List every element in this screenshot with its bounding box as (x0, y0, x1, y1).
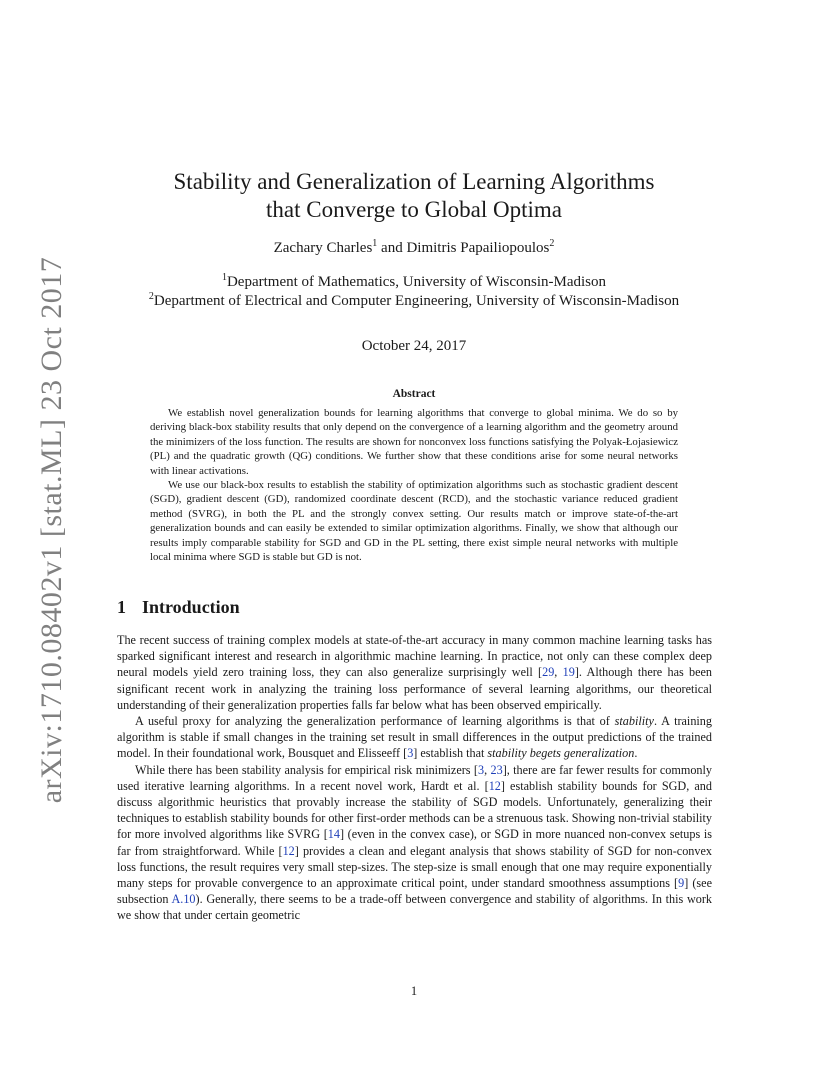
text-run: . (634, 746, 638, 761)
text-run: The recent success of training complex models at state-of-the-art accuracy in many common machine learning tasks has sparked significant interest and research in algorithmic machine learning. In practice, not only can these complex deep neural models yield zero training loss, they can also generalize surprisingly well [ (117, 633, 712, 680)
text-run: ). Generally, there seems to be a trade-off between convergence and stability of algorithms. In this work we show that under certain geometric (117, 892, 713, 923)
abstract-body (150, 406, 678, 564)
title-line: that Converge to Global Optima (266, 197, 562, 222)
text-run: While there has been stability analysis for empirical risk minimizers [ (135, 762, 478, 777)
affiliation (0, 292, 828, 311)
section-heading (117, 597, 240, 618)
subsection-link[interactable]: A.10 (171, 892, 196, 907)
abstract-heading: Abstract (392, 388, 436, 400)
body-paragraph (117, 713, 712, 762)
text-run: ]. Although there has been significant recent work in analyzing the training loss performance of several learning algorithms, our theoretical understanding of their generalization properties falls far below what has been observed empirically. (117, 665, 713, 712)
section-number: 1 (117, 597, 126, 617)
introduction-body (117, 632, 712, 924)
emphasis-text: stability (614, 714, 654, 729)
citation-link[interactable]: 3 (407, 746, 414, 761)
publication-date: October 24, 2017 (361, 338, 467, 354)
citation-link[interactable]: 3 (477, 762, 485, 777)
affiliation-mark: 1 (221, 272, 227, 283)
citation-link[interactable]: 12 (282, 843, 295, 858)
abstract-paragraph: We establish novel generalization bounds for learning algorithms that converge to global minima. We do so by deriving black-box stability results that only depend on the convergence of a learning algorithm and the geometry around the minimizers of the loss function. The results are shown for nonconvex loss functions satisfying the Polyak-Łojasiewicz (PL) and the quadratic growth (QG) conditions. We further show that these conditions arise for some neural networks with linear activations. (150, 407, 678, 477)
affiliation (0, 273, 828, 292)
text-run: A useful proxy for analyzing the generalization performance of learning algorithms is that of (135, 714, 615, 729)
arxiv-identifier-stamp: arXiv:1710.08402v1 [stat.ML] 23 Oct 2017 (35, 256, 68, 804)
text-run: , (484, 762, 491, 777)
affiliation-text: Department of Mathematics, University of Wisconsin-Madison (226, 274, 607, 290)
section-title: Introduction (142, 597, 240, 617)
paper-title (0, 168, 828, 224)
text-run: ] (see subsection (117, 876, 712, 907)
text-run: ] (even in the convex case), or SGD in more nuanced non-convex setups is far from straightforward. While [ (117, 827, 712, 858)
text-run: . A training algorithm is stable if small changes in the training set result in small differences in the output predictions of the trained model. In their foundational work, Bousquet and Elisseeff [ (117, 714, 712, 761)
text-run: ] establish that (413, 746, 488, 761)
affiliation-mark: 1 (372, 238, 378, 249)
author-name: Zachary Charles (273, 240, 373, 256)
citation-link[interactable]: 19 (562, 665, 575, 680)
citation-link[interactable]: 14 (327, 827, 340, 842)
citation-link[interactable]: 23 (490, 762, 503, 777)
text-run: ] provides a clean and elegant analysis that shows stability of SGD for non-convex loss functions, the result requires very small step-sizes. The step-size is small enough that one may require exponentially many steps for provable convergence to an approximate critical point, under standard smoothness assumptions [ (117, 843, 713, 891)
title-line: Stability and Generalization of Learning Algorithms (173, 169, 655, 194)
text-run: , (554, 665, 563, 680)
text-run: ] establish stability bounds for SGD, and discuss algorithmic heuristics that provably increase the stability of SGD models. Unfortunately, generalizing their techniques to establish stability bounds for other first-order methods can be a strenuous task. Showing non-trivial stability for more involved algorithms like SVRG [ (117, 778, 712, 842)
body-paragraph (117, 632, 712, 713)
body-paragraph (117, 762, 712, 924)
text-run: ], there are far fewer results for commonly used iterative learning algorithms. In a recent novel work, Hardt et al. [ (117, 762, 713, 793)
abstract-paragraph: We use our black-box results to establish the stability of optimization algorithms such as stochastic gradient descent (SGD), gradient descent (GD), randomized coordinate descent (RCD), and the stochastic variance reduced gradient method (SVRG), in both the PL and the strongly convex setting. Our results match or improve state-of-the-art generalization bounds and can easily be extended to similar optimization algorithms. Finally, we show that although our results imply comparable stability for SGD and GD in the PL setting, there exist simple neural networks with multiple local minima where SGD is stable but GD is not. (150, 479, 678, 564)
affiliation-mark: 2 (549, 238, 555, 249)
author-list (0, 240, 828, 257)
page-number: 1 (410, 984, 418, 998)
affiliation-text: Department of Electrical and Computer Engineering, University of Wisconsin-Madison (153, 293, 680, 309)
emphasis-text: stability begets generalization (487, 746, 635, 761)
citation-link[interactable]: 9 (678, 876, 685, 891)
author-connector: and (377, 240, 407, 256)
author-name: Dimitris Papailiopoulos (406, 240, 550, 256)
citation-link[interactable]: 12 (488, 778, 501, 793)
citation-link[interactable]: 29 (542, 665, 555, 680)
affiliation-mark: 2 (148, 291, 154, 302)
affiliation-list (0, 273, 828, 311)
